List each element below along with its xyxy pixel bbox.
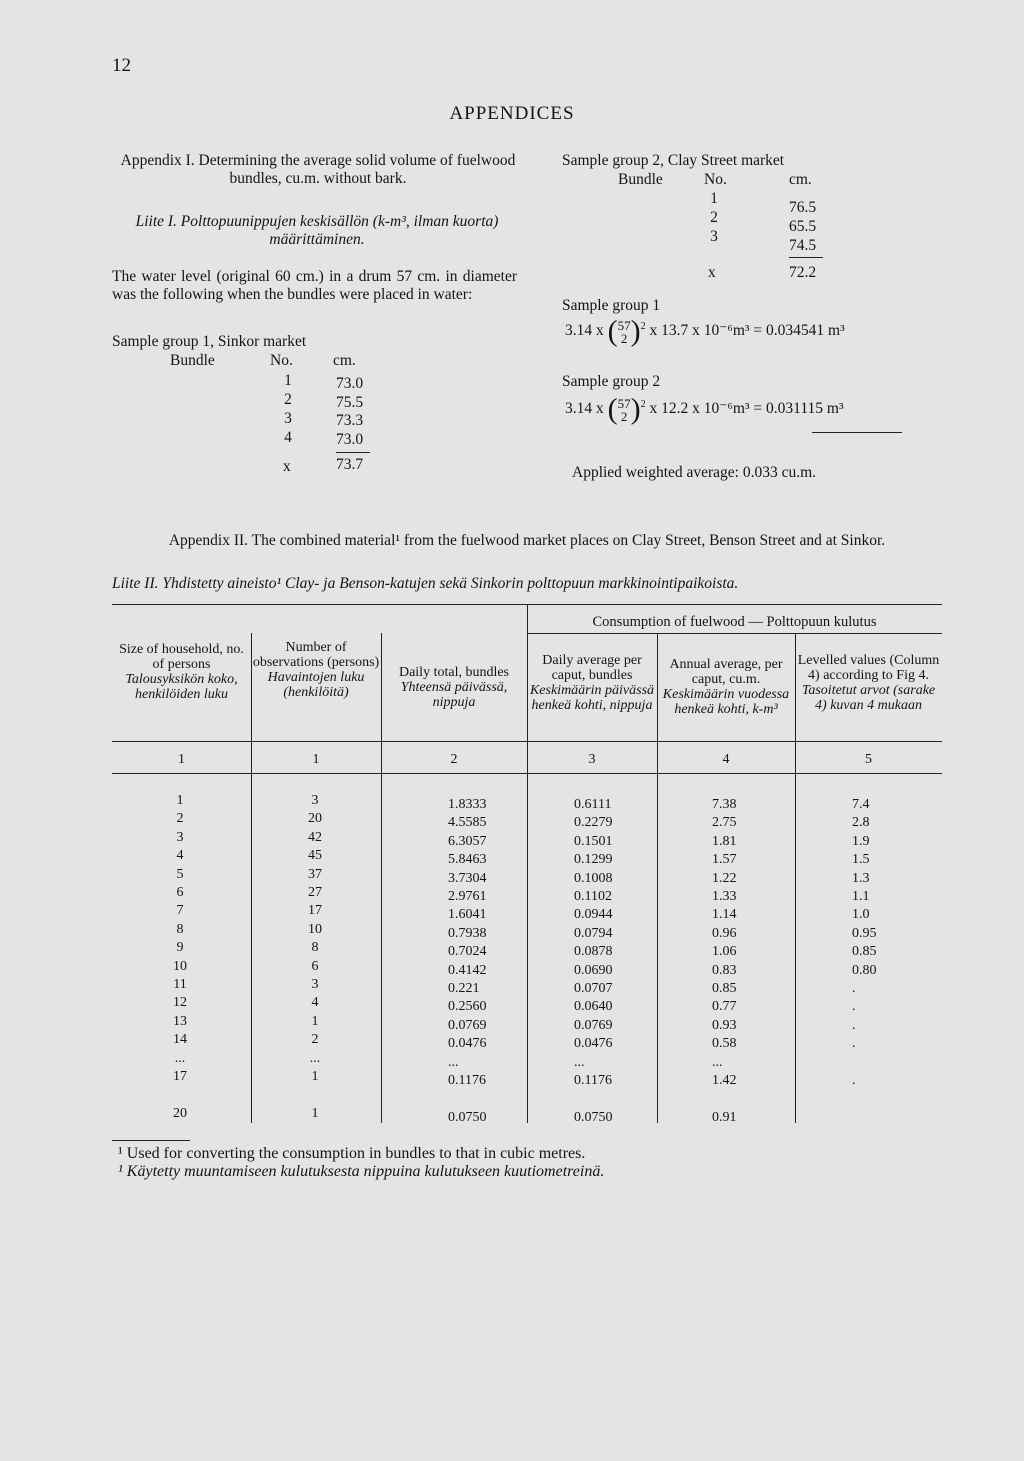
daily-average-row-18: 0.0750	[574, 1109, 613, 1125]
daily-average-row-6: 0.1102	[574, 889, 612, 905]
col2-header	[251, 640, 381, 700]
daily-total-row-15: ...	[448, 1054, 459, 1070]
levelled-value-row-2: 2.8	[852, 815, 870, 831]
annual-average-row-16: 1.42	[712, 1073, 737, 1089]
daily-total-row-9: 0.7024	[448, 944, 487, 960]
observations-row-18: 1	[311, 1105, 319, 1121]
annual-average-row-13: 0.93	[712, 1017, 737, 1033]
levelled-value-row-18	[852, 1109, 902, 1127]
calc1-suffix: x 13.7 x 10⁻⁶m³ = 0.034541 m³	[649, 322, 845, 340]
col3-number: 2	[450, 752, 458, 767]
col5-header	[657, 657, 795, 717]
annual-average-row-10: 0.83	[712, 962, 737, 978]
col6-header-fi: Tasoitetut arvot (sarake 4) kuvan 4 mukaan	[801, 683, 936, 713]
appendix1-title: Appendix I. Determining the average solid volume of fuelwood bundles, cu.m. without bark.	[120, 152, 516, 187]
levelled-value-row-12: .	[852, 999, 856, 1015]
water-level-text: The water level (original 60 cm.) in a drum 57 cm. in diameter was the following when the bundles were placed in water:	[112, 268, 517, 303]
levelled-value-row-7: 1.0	[852, 907, 870, 923]
sinkor-no-2: 2	[284, 391, 292, 408]
levelled-value-row-1: 7.4	[852, 797, 870, 812]
observations-row-16: 1	[311, 1069, 319, 1085]
annual-average-row-5: 1.22	[712, 870, 737, 886]
annual-average-row-2: 2.75	[712, 815, 737, 831]
household-size-row-14: 14	[173, 1032, 187, 1048]
col6-header-en: Levelled values (Column 4) according to Fig 4.	[797, 653, 940, 683]
daily-average-row-5: 0.1008	[574, 870, 613, 886]
calc1-fraction	[618, 319, 631, 345]
col6-number: 5	[865, 752, 872, 767]
observations-row-10: 6	[311, 958, 319, 974]
calc1-formula: 3.14 x (57 2 )$^2$ x 13.7 x 10⁻⁶m³ = 0.034541 m³	[565, 314, 845, 348]
household-size-row-1: 1	[176, 793, 184, 808]
daily-total-row-3: 6.3057	[448, 833, 487, 849]
daily-total-row-14: 0.0476	[448, 1036, 487, 1052]
daily-total-row-10: 0.4142	[448, 962, 487, 978]
household-size-row-16: 17	[173, 1069, 187, 1085]
household-size-row-10: 10	[173, 958, 187, 974]
levelled-value-row-3: 1.9	[852, 833, 870, 849]
clay-cm-2: 65.5	[789, 218, 817, 235]
col3-header-fi: Yhteensä päivässä, nippuja	[400, 680, 508, 710]
calc2-exp: 2	[640, 399, 646, 410]
annual-average-row-3: 1.81	[712, 833, 737, 849]
observations-row-12: 4	[311, 995, 319, 1011]
levelled-value-row-9: 0.85	[852, 944, 877, 960]
household-size-row-7: 7	[176, 903, 184, 919]
sinkor-cm-2: 75.5	[336, 393, 364, 411]
clay-no-2: 2	[710, 209, 718, 226]
annual-average-row-8: 0.96	[712, 925, 737, 941]
sinkor-header-no: No.	[270, 352, 293, 369]
daily-total-row-17	[448, 1091, 508, 1109]
annual-average-row-11: 0.85	[712, 981, 737, 997]
observations-row-15: ...	[309, 1050, 321, 1066]
household-size-row-5: 5	[176, 866, 184, 882]
sinkor-cm-1: 73.0	[336, 375, 364, 392]
clay-avg-symbol: x	[708, 264, 716, 281]
appendix2-title-fi: Liite II. Yhdistetty aineisto¹ Clay- ja Benson-katujen sekä Sinkorin polttopuun markkinointipaikoista.	[112, 575, 739, 592]
sinkor-group-label: Sample group 1, Sinkor market	[112, 333, 307, 350]
daily-total-row-18: 0.0750	[448, 1109, 487, 1125]
col4-number: 3	[588, 752, 596, 767]
daily-total-row-12: 0.2560	[448, 999, 487, 1015]
col1-header-en: Size of household, no. of persons	[119, 642, 244, 672]
footnote-rule	[112, 1140, 190, 1141]
levelled-value-row-6: 1.1	[852, 889, 870, 905]
footnote-fi: ¹ Käytetty muuntamiseen kulutuksesta nippuina kulutukseen kuutiometreinä.	[118, 1163, 605, 1180]
clay-avg-value: 72.2	[789, 264, 817, 281]
household-size-row-18: 20	[173, 1105, 187, 1121]
annual-average-row-14: 0.58	[712, 1036, 737, 1052]
observations-row-5: 37	[308, 866, 322, 882]
household-size-row-11: 11	[173, 977, 187, 993]
col-divider-1	[251, 633, 252, 1123]
consumption-rule	[527, 633, 942, 634]
household-size-row-8: 8	[176, 921, 184, 937]
daily-average-row-11: 0.0707	[574, 981, 613, 997]
observations-row-4: 45	[308, 848, 322, 864]
sinkor-sum-rule	[336, 452, 370, 453]
sinkor-avg-symbol: x	[283, 458, 291, 475]
clay-group-label: Sample group 2, Clay Street market	[562, 152, 785, 169]
calc1-prefix: 3.14 x	[565, 322, 604, 340]
daily-average-row-14: 0.0476	[574, 1036, 613, 1052]
calc2-fraction	[618, 397, 631, 423]
daily-total-row-7: 1.6041	[448, 907, 487, 923]
sinkor-header-cm: cm.	[333, 352, 356, 369]
household-size-row-3: 3	[176, 829, 184, 845]
col5-header-fi: Keskimäärin vuodessa henkeä kohti, k-m³	[662, 687, 790, 717]
col-daily-total	[448, 796, 508, 1127]
observations-row-14: 2	[311, 1032, 319, 1048]
calc2-numer: 57	[617, 395, 631, 411]
sinkor-avg-value: 73.7	[336, 456, 364, 473]
col5-header-en: Annual average, per caput, cu.m.	[669, 657, 783, 687]
daily-average-row-3: 0.1501	[574, 833, 613, 849]
col3-header-en: Daily total, bundles	[398, 665, 510, 680]
annual-average-row-17	[712, 1091, 762, 1109]
levelled-value-row-8: 0.95	[852, 925, 877, 941]
observations-row-3: 42	[308, 829, 322, 845]
household-size-row-4: 4	[176, 848, 184, 864]
clay-header-bundle: Bundle	[618, 171, 663, 188]
observations-row-1: 3	[311, 793, 319, 808]
daily-average-row-15: ...	[574, 1054, 585, 1070]
calc1-denom: 2	[620, 330, 628, 346]
daily-average-row-16: 0.1176	[574, 1073, 612, 1089]
annual-average-row-1: 7.38	[712, 797, 737, 812]
calc1-numer: 57	[617, 317, 631, 333]
daily-total-row-1: 1.8333	[448, 797, 487, 812]
levelled-value-row-13: .	[852, 1017, 856, 1033]
clay-cm-1: 76.5	[789, 199, 817, 216]
observations-row-7: 17	[308, 903, 322, 919]
clay-no-3: 3	[710, 228, 718, 245]
calc2-formula: 3.14 x (57 2 )$^2$ x 12.2 x 10⁻⁶m³ = 0.031115 m³	[565, 392, 844, 426]
household-size-row-6: 6	[176, 885, 184, 901]
levelled-value-row-14: .	[852, 1036, 856, 1052]
daily-total-row-13: 0.0769	[448, 1017, 487, 1033]
observations-row-13: 1	[311, 1013, 319, 1029]
daily-average-row-10: 0.0690	[574, 962, 613, 978]
observations-row-17	[298, 1087, 332, 1105]
sinkor-no-3: 3	[284, 410, 292, 427]
clay-header-no: No.	[704, 171, 727, 188]
levelled-value-row-17	[852, 1091, 902, 1109]
daily-total-row-5: 3.7304	[448, 870, 487, 886]
annual-average-row-18: 0.91	[712, 1109, 737, 1125]
levelled-value-row-5: 1.3	[852, 870, 870, 886]
annual-average-row-7: 1.14	[712, 907, 737, 923]
sinkor-cms	[336, 375, 363, 449]
levelled-value-row-4: 1.5	[852, 852, 870, 868]
col1-header	[112, 642, 251, 702]
sinkor-nos	[278, 371, 298, 447]
daily-total-row-8: 0.7938	[448, 925, 487, 941]
observations-row-8: 10	[308, 921, 322, 937]
observations-row-6: 27	[308, 885, 322, 901]
calc2-label: Sample group 2	[562, 373, 661, 390]
daily-average-row-7: 0.0944	[574, 907, 613, 923]
col2-number: 1	[312, 752, 320, 767]
annual-average-row-12: 0.77	[712, 999, 737, 1015]
weighted-average: Applied weighted average: 0.033 cu.m.	[572, 464, 817, 481]
clay-sum-rule	[789, 257, 823, 258]
col1-header-fi: Talousyksikön koko, henkilöiden luku	[125, 672, 238, 702]
calc2-prefix: 3.14 x	[565, 400, 604, 418]
observations-row-2: 20	[308, 811, 322, 827]
household-size-row-9: 9	[176, 940, 184, 956]
daily-average-row-13: 0.0769	[574, 1017, 613, 1033]
daily-average-row-2: 0.2279	[574, 815, 613, 831]
annual-average-row-15: ...	[712, 1054, 723, 1070]
col1-number: 1	[178, 752, 185, 767]
col2-header-en: Number of observations (persons)	[252, 640, 380, 670]
daily-total-row-4: 5.8463	[448, 852, 487, 868]
household-size-row-2: 2	[176, 811, 184, 827]
clay-no-1: 1	[710, 190, 718, 207]
col5-number: 4	[722, 752, 730, 767]
levelled-value-row-11: .	[852, 981, 856, 997]
daily-total-row-16: 0.1176	[448, 1073, 486, 1089]
sinkor-no-1: 1	[284, 372, 292, 389]
col4-header-fi: Keskimäärin päivässä henkeä kohti, nippuja	[529, 683, 655, 713]
calc2-suffix: x 12.2 x 10⁻⁶m³ = 0.031115 m³	[649, 400, 844, 418]
daily-average-row-4: 0.1299	[574, 852, 613, 868]
household-size-row-15: ...	[174, 1050, 186, 1066]
clay-cms	[789, 198, 816, 255]
consumption-header: Consumption of fuelwood — Polttopuun kulutus	[592, 614, 877, 630]
calc1-exp: 2	[640, 321, 646, 332]
sinkor-cm-4: 73.0	[336, 430, 364, 448]
daily-average-row-12: 0.0640	[574, 999, 613, 1015]
calc2-denom: 2	[620, 408, 628, 424]
household-size-row-12: 12	[173, 995, 187, 1011]
daily-total-row-2: 4.5585	[448, 815, 487, 831]
household-size-row-13: 13	[173, 1013, 187, 1029]
observations-row-11: 3	[311, 977, 319, 993]
daily-average-row-9: 0.0878	[574, 944, 613, 960]
col6-header	[795, 653, 942, 713]
col4-header-en: Daily average per caput, bundles	[542, 653, 642, 683]
levelled-value-row-16: .	[852, 1073, 856, 1089]
sinkor-no-4: 4	[284, 429, 292, 446]
col-levelled-values	[852, 796, 902, 1127]
col-observations	[298, 792, 332, 1123]
daily-average-row-1: 0.6111	[574, 797, 612, 812]
sinkor-cm-3: 73.3	[336, 412, 364, 429]
annual-average-row-4: 1.57	[712, 852, 737, 868]
daily-average-row-8: 0.0794	[574, 925, 613, 941]
daily-total-row-11: 0.221	[448, 981, 480, 997]
daily-total-row-6: 2.9761	[448, 889, 487, 905]
annual-average-row-6: 1.33	[712, 889, 737, 905]
daily-average-row-17	[574, 1091, 634, 1109]
annual-average-row-9: 1.06	[712, 944, 737, 960]
col2-header-fi: Havaintojen luku (henkilöitä)	[267, 670, 365, 700]
calc1-label: Sample group 1	[562, 297, 661, 314]
col3-header	[381, 665, 527, 710]
calc2-result-underline	[812, 432, 902, 433]
appendix2-title: Appendix II. The combined material¹ from the fuelwood market places on Clay Street, Benson Street and at Sinkor.	[168, 532, 886, 549]
col-annual-average	[712, 796, 762, 1127]
levelled-value-row-10: 0.80	[852, 962, 877, 978]
col-daily-average	[574, 796, 634, 1127]
col4-header	[527, 653, 657, 713]
appendix1-title-fi: Liite I. Polttopuunippujen keskisällön (k-m³, ilman kuorta) määrittäminen.	[135, 213, 499, 248]
page-number: 12	[112, 55, 131, 76]
col-household-size	[160, 792, 200, 1123]
sinkor-header-bundle: Bundle	[170, 352, 215, 369]
clay-cm-3: 74.5	[789, 237, 817, 254]
page-heading: APPENDICES	[449, 103, 575, 124]
household-size-row-17	[160, 1087, 200, 1105]
clay-nos	[704, 189, 724, 246]
levelled-value-row-15	[852, 1054, 902, 1072]
observations-row-9: 8	[311, 940, 319, 956]
footnote-en: ¹ Used for converting the consumption in bundles to that in cubic metres.	[118, 1145, 586, 1162]
clay-header-cm: cm.	[789, 171, 812, 188]
